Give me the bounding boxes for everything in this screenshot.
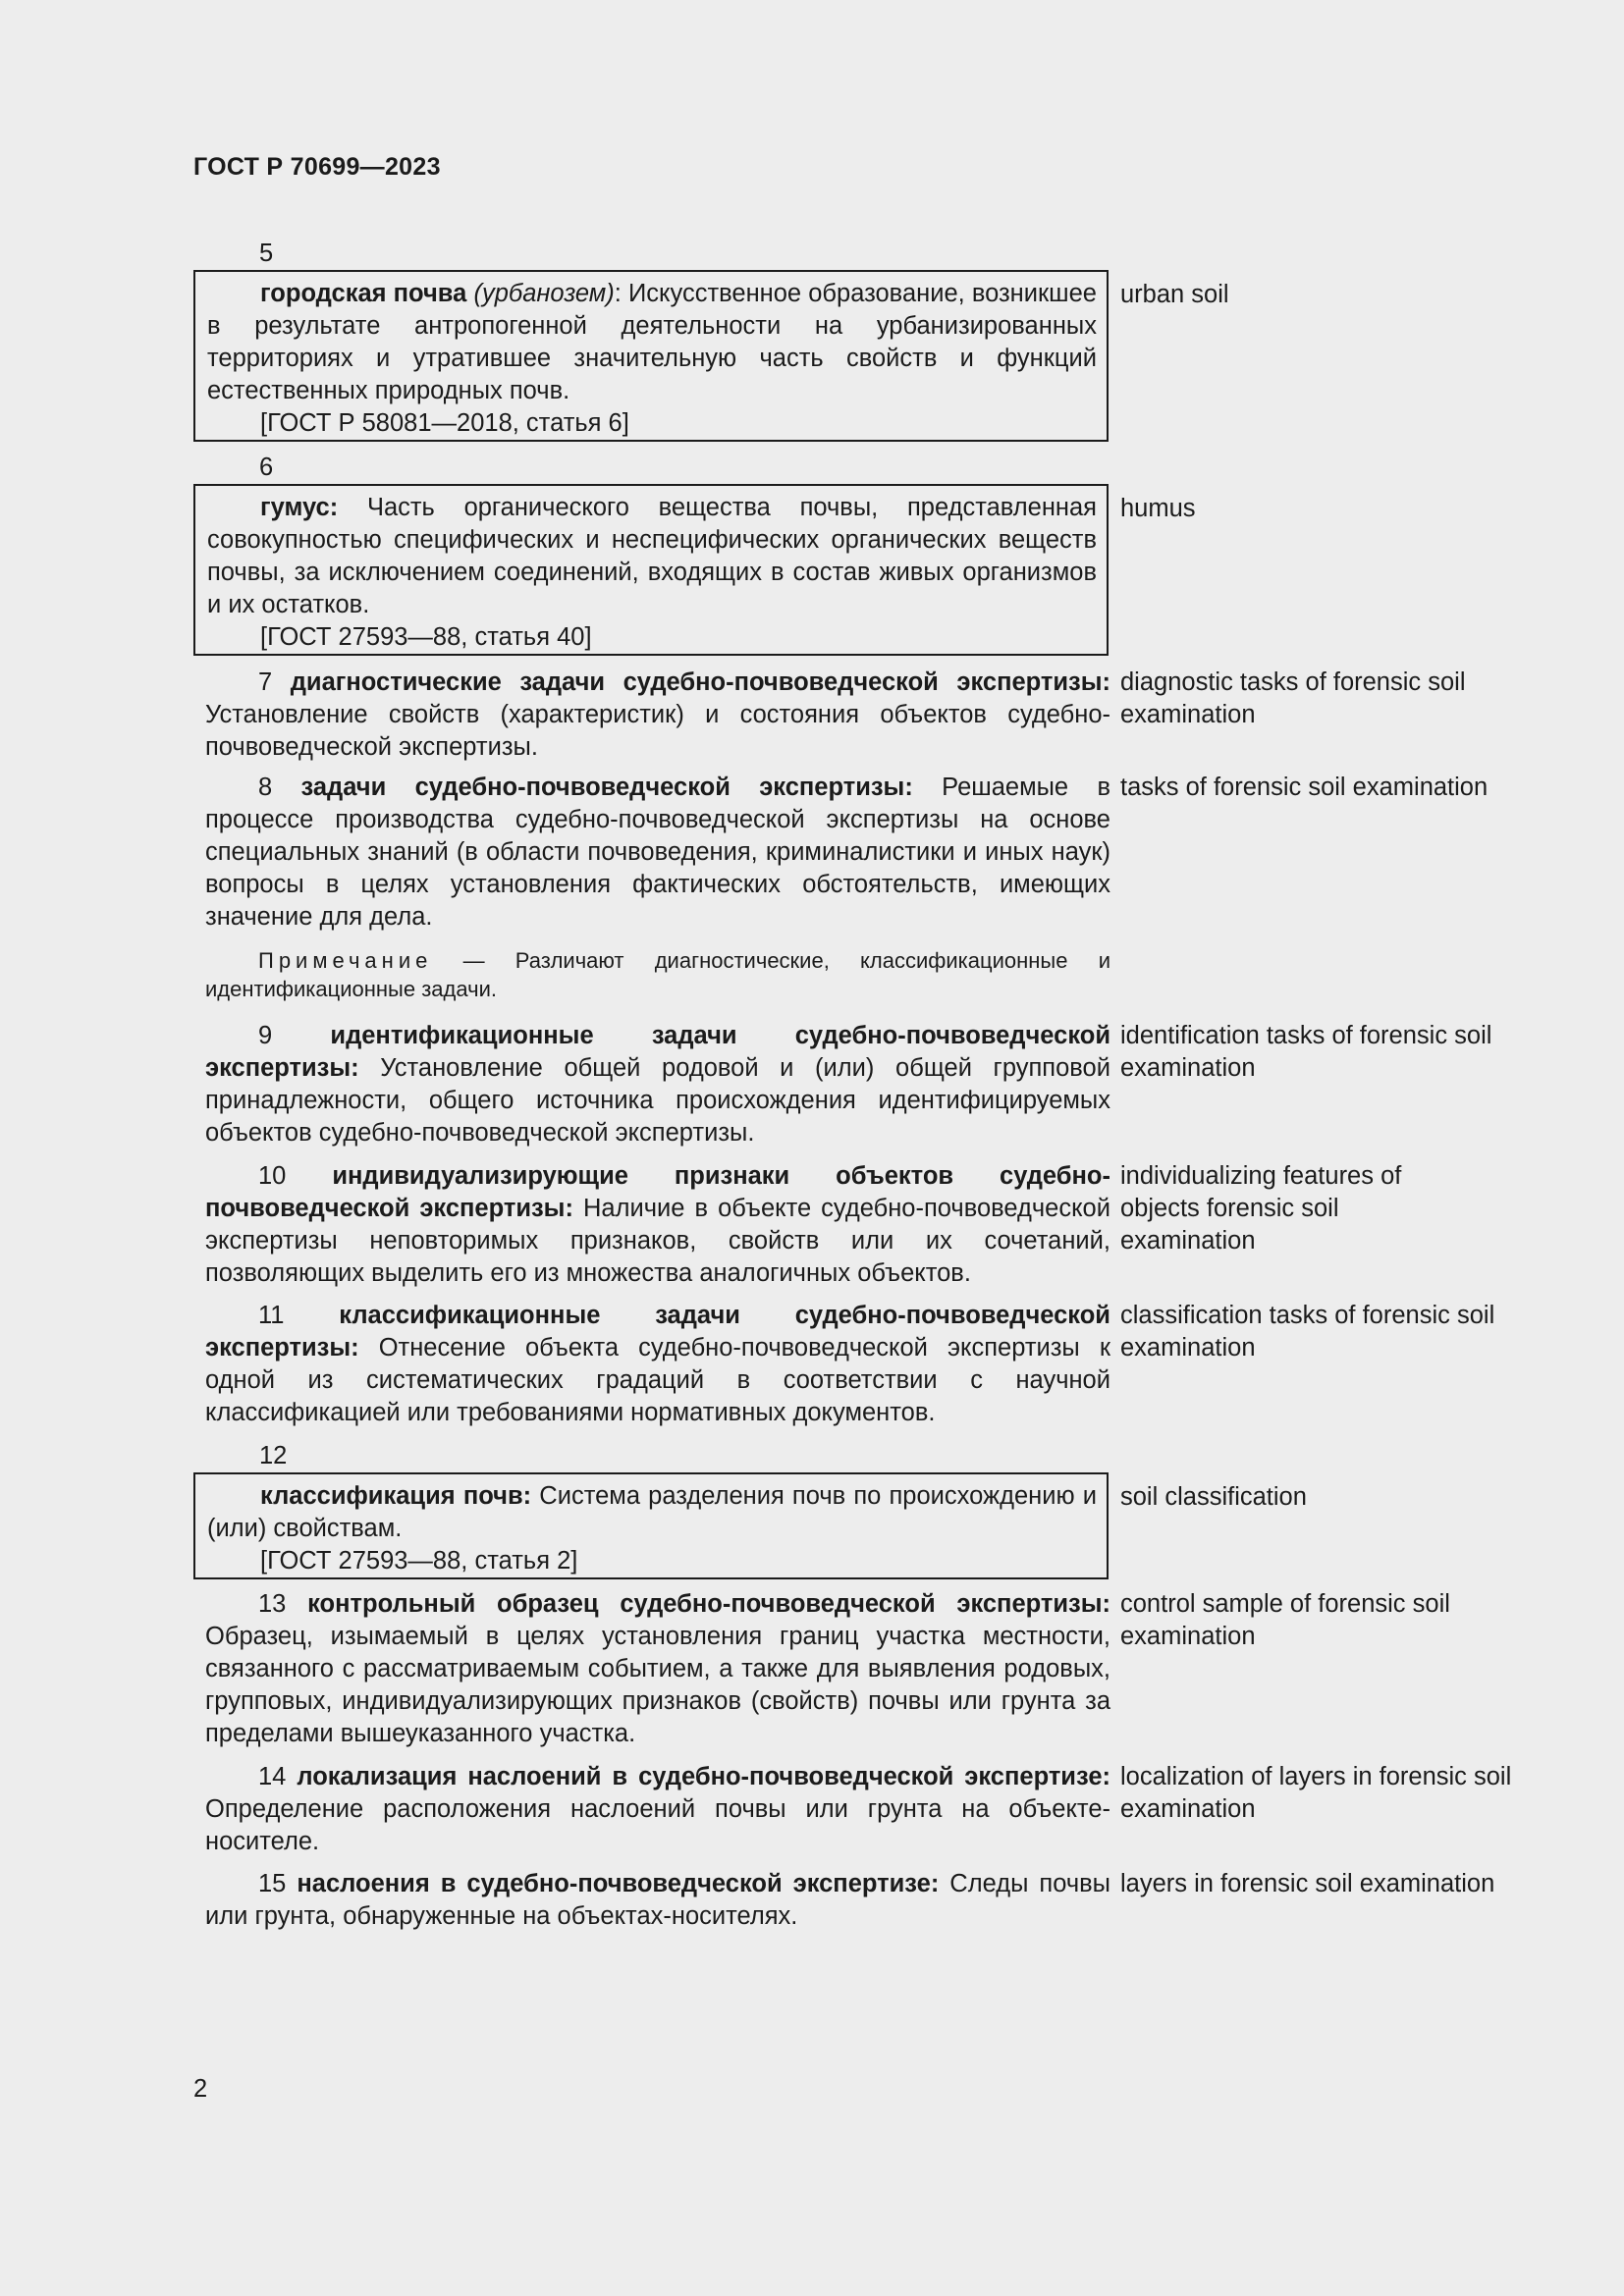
english-term: classification tasks of forensic soil examination bbox=[1120, 1302, 1495, 1362]
term-entry-8 bbox=[193, 772, 1509, 1003]
source-reference: [ГОСТ 27593—88, статья 2] bbox=[260, 1547, 578, 1575]
term-box bbox=[193, 484, 1109, 656]
definition-text: Определение расположения наслоений почвы или грунта на объекте-носителе. bbox=[205, 1795, 1110, 1855]
english-term: tasks of forensic soil examination bbox=[1120, 774, 1489, 801]
term: городская почва bbox=[260, 280, 467, 307]
term-box bbox=[193, 270, 1109, 442]
document-header: ГОСТ Р 70699—2023 bbox=[193, 153, 441, 181]
term: индивидуализирующие признаки объектов судебно-почвоведческой экспертизы: bbox=[205, 1162, 1110, 1222]
source-reference: [ГОСТ 27593—88, статья 40] bbox=[260, 623, 592, 651]
term-entry-5 bbox=[193, 238, 1509, 442]
page-number: 2 bbox=[193, 2075, 208, 2103]
definition-text: Система разделения почв по происхождению и (или) свойствам. bbox=[207, 1482, 1097, 1542]
definition-text: Часть органического вещества почвы, представленная совокупностью специфических и неспецифических органических веществ почвы, за исключением соединений, входящих в состав живых организмов и их остатков. bbox=[207, 494, 1097, 618]
definition-text: Решаемые в процессе производства судебно-почвоведческой экспертизы на основе специальных знаний (в области почвоведения, криминалистики и иных наук) вопросы в целях установления фактических обстоятельств, имеющих значение для дела. bbox=[205, 774, 1110, 931]
term-entry-6 bbox=[193, 452, 1509, 656]
entry-number: 7 bbox=[258, 668, 273, 696]
definition-text: Следы почвы или грунта, обнаруженные на объектах-носителях. bbox=[205, 1870, 1110, 1930]
note-label: Примечание bbox=[258, 948, 433, 973]
definition bbox=[207, 1480, 1097, 1545]
entry-number: 11 bbox=[258, 1302, 285, 1329]
entry-number: 15 bbox=[258, 1870, 287, 1897]
english-term: control sample of forensic soil examination bbox=[1120, 1590, 1450, 1650]
english-term: urban soil bbox=[1120, 281, 1229, 308]
term-entry-15 bbox=[193, 1868, 1509, 1933]
term-entry-7 bbox=[193, 667, 1509, 764]
note-text: — Различают диагностические, классификационные и идентификационные задачи. bbox=[205, 948, 1110, 1001]
definition-text: Установление общей родовой и (или) общей групповой принадлежности, общего источника происхождения идентифицируемых объектов судебно-почвоведческой экспертизы. bbox=[205, 1054, 1110, 1147]
definition bbox=[193, 1160, 1110, 1290]
term-entry-10 bbox=[193, 1160, 1509, 1290]
definition bbox=[193, 772, 1110, 934]
definition bbox=[193, 1588, 1110, 1750]
entry-number: 5 bbox=[259, 240, 274, 267]
definition-text: Образец, изымаемый в целях установления границ участка местности, связанного с рассматриваемым событием, а также для выявления родовых, групповых, индивидуализирующих признаков (свойств) почвы или грунта за пределами вышеуказанного участка. bbox=[205, 1623, 1110, 1747]
definition bbox=[207, 492, 1097, 621]
entry-number: 8 bbox=[258, 774, 273, 801]
definition-text: Установление свойств (характеристик) и состояния объектов судебно-почвоведческой экспертизы. bbox=[205, 701, 1110, 761]
english-term: soil classification bbox=[1120, 1483, 1307, 1511]
term: идентификационные задачи судебно-почвоведческой экспертизы: bbox=[205, 1022, 1111, 1082]
english-term: humus bbox=[1120, 495, 1196, 522]
entry-number: 10 bbox=[258, 1162, 287, 1190]
term: классификация почв: bbox=[260, 1482, 532, 1510]
term-entry-13 bbox=[193, 1588, 1509, 1750]
english-term: layers in forensic soil examination bbox=[1120, 1870, 1495, 1897]
english-term: diagnostic tasks of forensic soil examination bbox=[1120, 668, 1466, 728]
term-entry-11 bbox=[193, 1300, 1509, 1429]
entry-number: 9 bbox=[258, 1022, 273, 1049]
term-entry-14 bbox=[193, 1761, 1512, 1858]
term: контрольный образец судебно-почвоведческой экспертизы: bbox=[307, 1590, 1110, 1618]
term-entry-9 bbox=[193, 1020, 1509, 1149]
definition-text: : Искусственное образование, возникшее в результате антропогенной деятельности на урбанизированных территориях и утратившее значительную часть свойств и функций естественных природных почв. bbox=[207, 280, 1097, 404]
entry-number: 14 bbox=[258, 1763, 287, 1790]
entry-number: 13 bbox=[258, 1590, 287, 1618]
source-reference: [ГОСТ Р 58081—2018, статья 6] bbox=[260, 409, 629, 437]
term: диагностические задачи судебно-почвоведческой экспертизы: bbox=[290, 668, 1111, 696]
definition bbox=[193, 667, 1110, 764]
term: гумус: bbox=[260, 494, 339, 521]
term-entry-12 bbox=[193, 1440, 1509, 1579]
term-box bbox=[193, 1472, 1109, 1579]
definition-text: Отнесение объекта судебно-почвоведческой экспертизы к одной из систематических градаций в соответствии с научной классификацией или требованиями нормативных документов. bbox=[205, 1334, 1110, 1426]
term: задачи судебно-почвоведческой экспертизы: bbox=[300, 774, 913, 801]
term: наслоения в судебно-почвоведческой экспертизе: bbox=[297, 1870, 940, 1897]
definition bbox=[193, 1020, 1110, 1149]
definition bbox=[207, 278, 1097, 407]
definition bbox=[193, 1761, 1110, 1858]
english-term: individualizing features of objects forensic soil examination bbox=[1120, 1162, 1402, 1255]
alt-term: (урбанозем) bbox=[473, 280, 615, 307]
definition-text: Наличие в объекте судебно-почвоведческой экспертизы неповторимых признаков, свойств или их сочетаний, позволяющих выделить его из множества аналогичных объектов. bbox=[205, 1195, 1110, 1287]
english-term: localization of layers in forensic soil examination bbox=[1120, 1763, 1512, 1823]
term: локализация наслоений в судебно-почвоведческой экспертизе: bbox=[297, 1763, 1110, 1790]
definition bbox=[193, 1300, 1110, 1429]
entry-number: 6 bbox=[259, 454, 274, 481]
english-term: identification tasks of forensic soil examination bbox=[1120, 1022, 1492, 1082]
definition bbox=[193, 1868, 1110, 1933]
term: классификационные задачи судебно-почвоведческой экспертизы: bbox=[205, 1302, 1110, 1362]
note bbox=[193, 946, 1110, 1003]
entry-number: 12 bbox=[259, 1442, 288, 1469]
